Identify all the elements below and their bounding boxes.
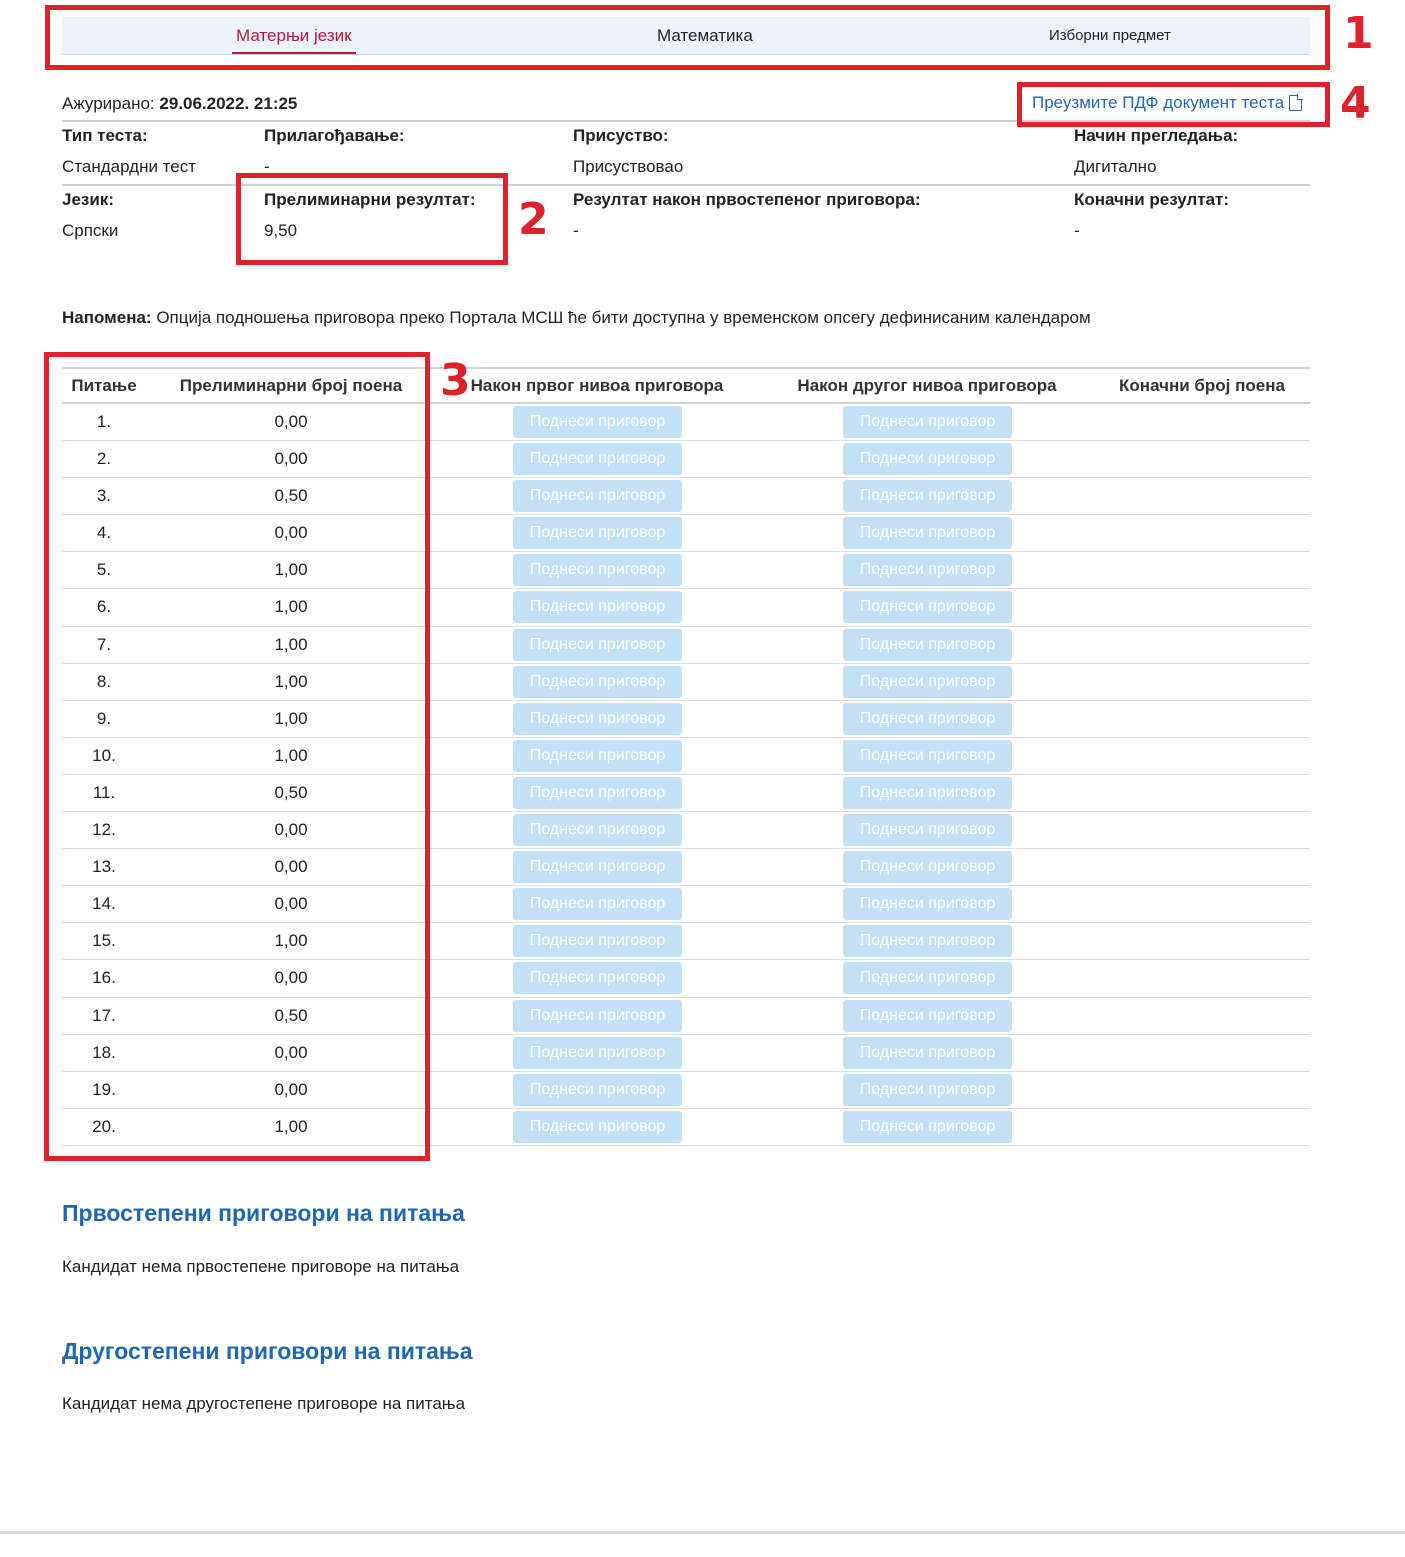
prelim-result-value: 9,50	[264, 221, 298, 240]
question-number: 20.	[92, 1116, 116, 1136]
question-number: 1.	[96, 412, 112, 431]
question-number: 12.	[92, 820, 116, 840]
prelim-points: 1,00	[274, 560, 308, 580]
prelim-points: 1,00	[274, 708, 308, 728]
prelim-points: 0,50	[274, 486, 308, 506]
question-number: 5.	[96, 560, 112, 580]
final-result-value: -	[1074, 221, 1080, 240]
annotation-box-prelim-result	[236, 173, 508, 265]
prelim-points: 1,00	[274, 671, 308, 691]
submit-first-appeal-button[interactable]: Поднеси приговор	[513, 851, 682, 883]
submit-first-appeal-button[interactable]: Поднеси приговор	[513, 703, 682, 735]
submit-first-appeal-button[interactable]: Поднеси приговор	[513, 1111, 682, 1143]
updated-info	[62, 94, 297, 114]
submit-first-appeal-button[interactable]: Поднеси приговор	[513, 554, 682, 586]
question-number: 4.	[96, 523, 112, 543]
submit-first-appeal-button[interactable]: Поднеси приговор	[513, 517, 682, 549]
submit-first-appeal-button[interactable]: Поднеси приговор	[513, 925, 682, 957]
prelim-points: 0,00	[274, 523, 308, 543]
prelim-points: 0,50	[274, 1005, 308, 1025]
final-result-label: Коначни резултат:	[1074, 190, 1230, 209]
submit-second-appeal-button[interactable]: Поднеси приговор	[843, 517, 1012, 549]
submit-first-appeal-button[interactable]: Поднеси приговор	[513, 888, 682, 920]
first-appeals-text: Кандидат нема првостепене приговоре на питања	[62, 1257, 460, 1276]
prelim-points: 1,00	[274, 1116, 308, 1136]
callout-2: 2	[518, 194, 549, 245]
submit-second-appeal-button[interactable]: Поднеси приговор	[843, 1037, 1012, 1069]
annotation-box-tabs	[45, 5, 1330, 70]
submit-second-appeal-button[interactable]: Поднеси приговор	[843, 1000, 1012, 1032]
question-number: 8.	[96, 671, 112, 691]
first-appeals-title: Првостепени приговори на питања	[62, 1200, 465, 1226]
question-number: 14.	[92, 894, 116, 914]
annotation-box-pdf-link	[1017, 82, 1330, 127]
adjustment-label: Прилагођавање:	[264, 126, 405, 145]
updated-value: 29.06.2022. 21:25	[159, 94, 298, 113]
callout-4: 4	[1340, 78, 1371, 129]
submit-second-appeal-button[interactable]: Поднеси приговор	[843, 1111, 1012, 1143]
updated-label: Ажурирано:	[62, 94, 155, 113]
after-first-appeal-value: -	[573, 221, 579, 240]
language-value: Српски	[62, 221, 119, 240]
callout-3: 3	[440, 355, 471, 406]
submit-second-appeal-button[interactable]: Поднеси приговор	[843, 851, 1012, 883]
submit-first-appeal-button[interactable]: Поднеси приговор	[513, 814, 682, 846]
submit-second-appeal-button[interactable]: Поднеси приговор	[843, 480, 1012, 512]
col-after-second-level: Након другог нивоа приговора	[797, 376, 1057, 395]
submit-second-appeal-button[interactable]: Поднеси приговор	[843, 925, 1012, 957]
note-text: Опција подношења приговора преко Портала МСШ ће бити доступна у временском опсегу дефинисаним календаром	[156, 308, 1091, 327]
submit-first-appeal-button[interactable]: Поднеси приговор	[513, 1074, 682, 1106]
note-label: Напомена:	[62, 308, 152, 327]
question-number: 15.	[92, 931, 116, 951]
submit-first-appeal-button[interactable]: Поднеси приговор	[513, 406, 682, 438]
question-number: 6.	[96, 597, 112, 617]
prelim-points: 1,00	[274, 597, 308, 617]
submit-second-appeal-button[interactable]: Поднеси приговор	[843, 777, 1012, 809]
prelim-points: 0,00	[274, 449, 308, 469]
second-appeals-text: Кандидат нема другостепене приговоре на питања	[62, 1394, 466, 1413]
second-appeals-title: Другостепени приговори на питања	[62, 1338, 473, 1364]
col-question: Питање	[71, 376, 137, 395]
prelim-points: 0,00	[274, 1042, 308, 1062]
submit-second-appeal-button[interactable]: Поднеси приговор	[843, 740, 1012, 772]
note	[62, 308, 1091, 328]
prelim-points: 0,00	[274, 1079, 308, 1099]
submit-second-appeal-button[interactable]: Поднеси приговор	[843, 629, 1012, 661]
submit-second-appeal-button[interactable]: Поднеси приговор	[843, 406, 1012, 438]
submit-second-appeal-button[interactable]: Поднеси приговор	[843, 554, 1012, 586]
submit-second-appeal-button[interactable]: Поднеси приговор	[843, 443, 1012, 475]
annotation-box-points-column	[44, 352, 430, 1161]
question-number: 18.	[92, 1042, 116, 1062]
prelim-points: 1,00	[274, 931, 308, 951]
tab-elective-subject[interactable]: Изборни предмет	[1049, 27, 1171, 44]
question-number: 13.	[92, 857, 116, 877]
submit-second-appeal-button[interactable]: Поднеси приговор	[843, 962, 1012, 994]
test-type-value: Стандардни тест	[62, 157, 197, 176]
question-number: 7.	[96, 634, 112, 654]
after-first-appeal-label: Резултат након првостепеног приговора:	[573, 190, 921, 209]
col-final-points: Коначни број поена	[1119, 376, 1285, 395]
submit-first-appeal-button[interactable]: Поднеси приговор	[513, 1037, 682, 1069]
footer-divider	[0, 1531, 1405, 1534]
question-number: 3.	[96, 486, 112, 506]
prelim-points: 1,00	[274, 634, 308, 654]
question-number: 10.	[92, 745, 116, 765]
callout-1: 1	[1343, 8, 1374, 59]
prelim-points: 0,50	[274, 782, 308, 802]
question-number: 19.	[92, 1079, 116, 1099]
attendance-label: Присуство:	[573, 126, 669, 145]
col-after-first-level: Након првог нивоа приговора	[470, 376, 724, 395]
submit-second-appeal-button[interactable]: Поднеси приговор	[843, 591, 1012, 623]
question-number: 9.	[96, 708, 112, 728]
question-number: 11.	[92, 782, 116, 802]
prelim-result-label: Прелиминарни резултат:	[264, 190, 476, 209]
col-prelim-points: Прелиминарни број поена	[179, 376, 403, 395]
submit-first-appeal-button[interactable]: Поднеси приговор	[513, 666, 682, 698]
submit-second-appeal-button[interactable]: Поднеси приговор	[843, 703, 1012, 735]
question-number: 16.	[92, 968, 116, 988]
submit-first-appeal-button[interactable]: Поднеси приговор	[513, 591, 682, 623]
submit-second-appeal-button[interactable]: Поднеси приговор	[843, 814, 1012, 846]
submit-second-appeal-button[interactable]: Поднеси приговор	[843, 666, 1012, 698]
submit-first-appeal-button[interactable]: Поднеси приговор	[513, 962, 682, 994]
submit-first-appeal-button[interactable]: Поднеси приговор	[513, 1000, 682, 1032]
tab-mathematics[interactable]: Математика	[657, 26, 753, 45]
tab-native-language[interactable]: Матерњи језик	[236, 26, 352, 45]
download-pdf-label: Преузмите ПДФ документ теста	[1032, 93, 1285, 112]
language-label: Језик:	[62, 190, 114, 209]
prelim-points: 0,00	[274, 820, 308, 840]
submit-second-appeal-button[interactable]: Поднеси приговор	[843, 888, 1012, 920]
submit-first-appeal-button[interactable]: Поднеси приговор	[513, 480, 682, 512]
prelim-points: 0,00	[274, 894, 308, 914]
review-mode-value: Дигитално	[1074, 157, 1157, 176]
submit-first-appeal-button[interactable]: Поднеси приговор	[513, 443, 682, 475]
prelim-points: 1,00	[274, 745, 308, 765]
prelim-points: 0,00	[274, 857, 308, 877]
prelim-points: 0,00	[274, 968, 308, 988]
question-number: 17.	[92, 1005, 116, 1025]
submit-first-appeal-button[interactable]: Поднеси приговор	[513, 777, 682, 809]
prelim-points: 0,00	[274, 412, 308, 431]
review-mode-label: Начин прегледања:	[1074, 126, 1239, 145]
question-number: 2.	[96, 449, 112, 469]
test-type-label: Тип теста:	[62, 126, 148, 145]
submit-first-appeal-button[interactable]: Поднеси приговор	[513, 740, 682, 772]
attendance-value: Присуствовао	[573, 157, 684, 176]
submit-second-appeal-button[interactable]: Поднеси приговор	[843, 1074, 1012, 1106]
adjustment-value: -	[264, 157, 270, 176]
submit-first-appeal-button[interactable]: Поднеси приговор	[513, 629, 682, 661]
